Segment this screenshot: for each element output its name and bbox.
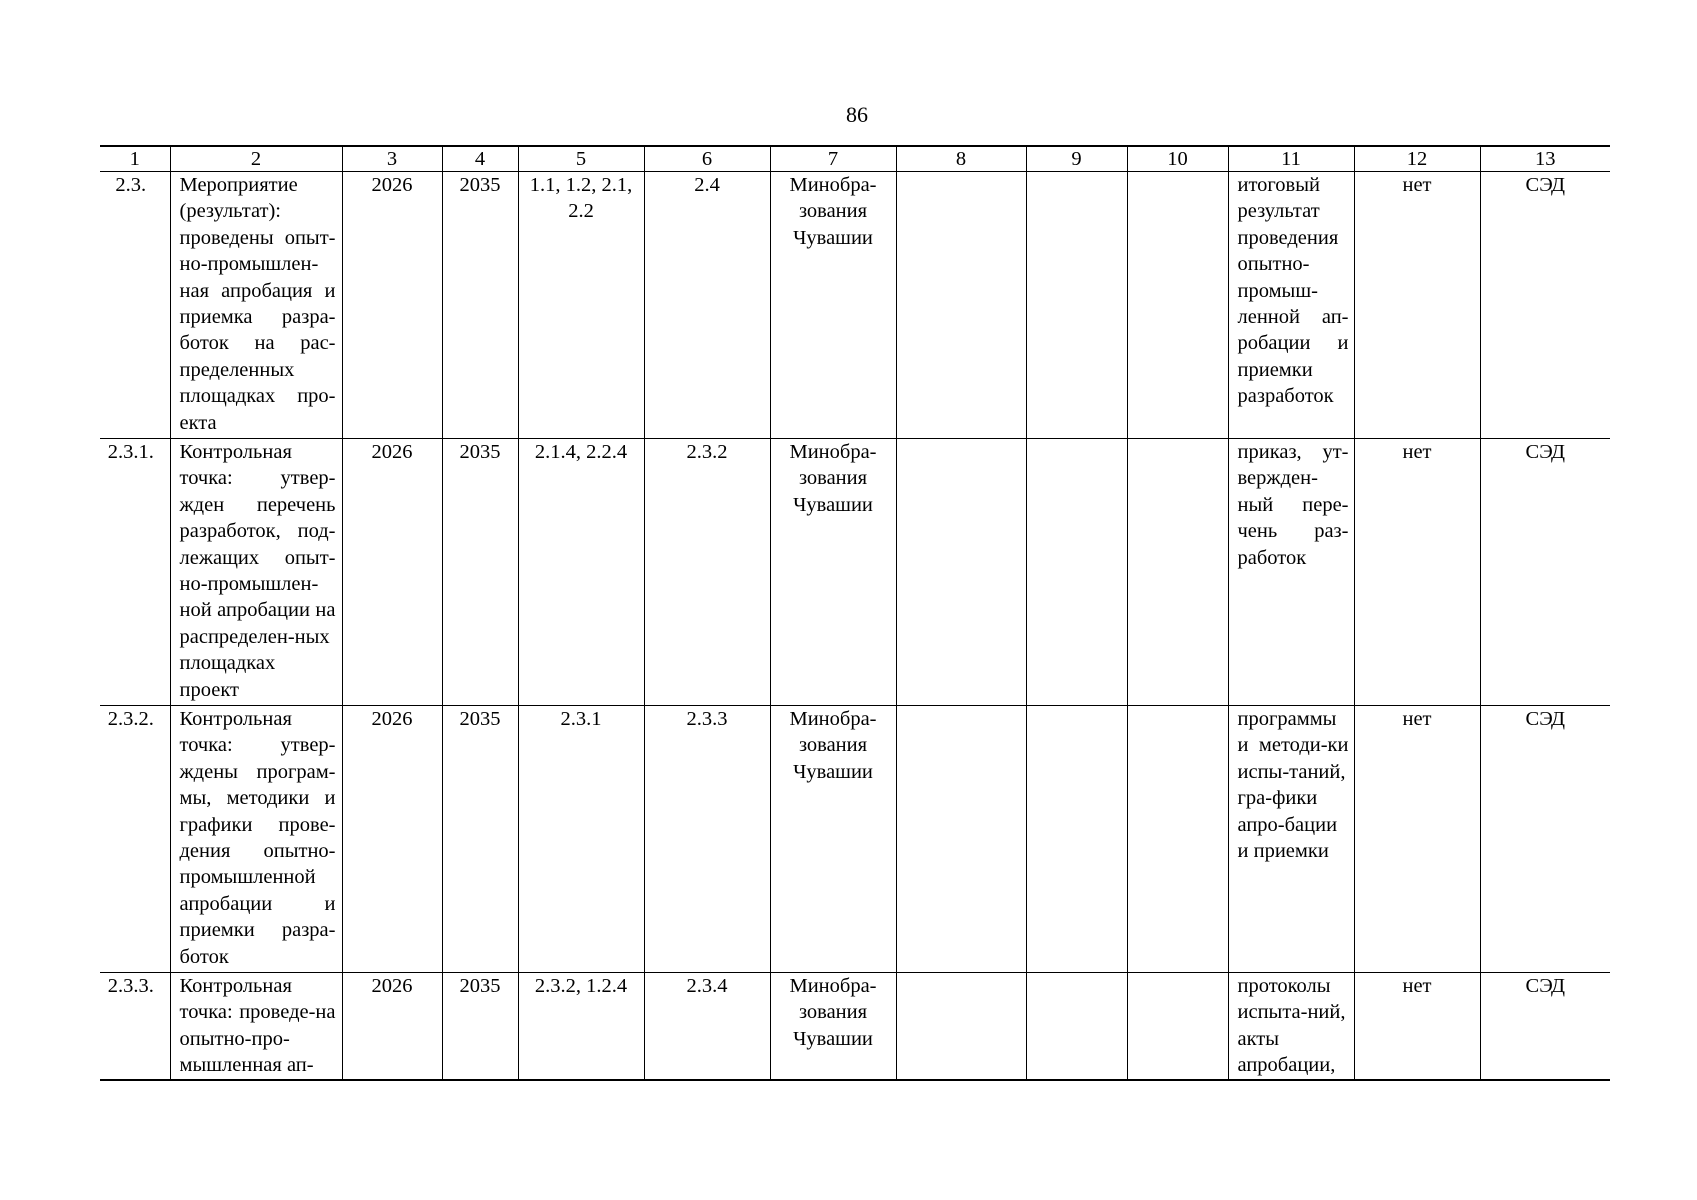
column-header: 9 [1026,146,1127,172]
table-row [100,973,1610,1080]
row-number: 2.3.2. [100,706,170,973]
plan-table [100,145,1610,1081]
cell-col-10 [1127,439,1228,706]
column-header: 8 [896,146,1026,172]
cell-col-12: нет [1354,706,1480,973]
row-description: Контрольная точка: проведе-на опытно-про-мышленная ап- [170,973,342,1080]
cell-col-10 [1127,706,1228,973]
row-number: 2.3.3. [100,973,170,1080]
column-header: 7 [770,146,896,172]
column-header: 2 [170,146,342,172]
row-number: 2.3. [100,172,170,439]
responsible-department: Минобра-зования Чувашии [770,973,896,1080]
column-header: 4 [442,146,518,172]
start-year: 2026 [342,973,442,1080]
row-description: Контрольная точка: утвер-ждены програм-мы, методики и графики прове-дения опытно-промышленной апробации и приемки разра-боток [170,706,342,973]
result-document: приказ, ут-вержден-ный пере-чень раз-работок [1228,439,1354,706]
start-year: 2026 [342,172,442,439]
cell-col-10 [1127,973,1228,1080]
column-header: 6 [644,146,770,172]
successors: 2.4 [644,172,770,439]
cell-col-10 [1127,172,1228,439]
cell-col-12: нет [1354,172,1480,439]
cell-col-9 [1026,172,1127,439]
responsible-department: Минобра-зования Чувашии [770,706,896,973]
column-header: 12 [1354,146,1480,172]
row-description: Контрольная точка: утвер-жден перечень разработок, под-лежащих опыт-но-промышлен-ной апробации на распределен-ных площадках проект [170,439,342,706]
cell-col-8 [896,706,1026,973]
information-system: СЭД [1480,172,1610,439]
cell-col-9 [1026,706,1127,973]
column-header: 5 [518,146,644,172]
cell-col-8 [896,973,1026,1080]
row-description: Мероприятие (результат): проведены опыт-но-промышлен-ная апробация и приемка разра-боток на рас-пределенных площадках про-екта [170,172,342,439]
row-number: 2.3.1. [100,439,170,706]
successors: 2.3.3 [644,706,770,973]
predecessors: 2.3.2, 1.2.4 [518,973,644,1080]
cell-col-8 [896,439,1026,706]
column-number-row [100,146,1610,172]
successors: 2.3.4 [644,973,770,1080]
predecessors: 2.3.1 [518,706,644,973]
predecessors: 1.1, 1.2, 2.1, 2.2 [518,172,644,439]
cell-col-12: нет [1354,439,1480,706]
column-header: 3 [342,146,442,172]
column-header: 10 [1127,146,1228,172]
successors: 2.3.2 [644,439,770,706]
cell-col-9 [1026,973,1127,1080]
responsible-department: Минобра-зования Чувашии [770,439,896,706]
column-header: 13 [1480,146,1610,172]
page-number: 86 [846,102,868,127]
information-system: СЭД [1480,973,1610,1080]
table-row [100,439,1610,706]
start-year: 2026 [342,439,442,706]
column-header: 1 [100,146,170,172]
result-document: итоговый результат проведения опытно-промыш-ленной ап-робации и приемки разработок [1228,172,1354,439]
end-year: 2035 [442,172,518,439]
end-year: 2035 [442,439,518,706]
table-row [100,706,1610,973]
table-row [100,172,1610,439]
start-year: 2026 [342,706,442,973]
responsible-department: Минобра-зования Чувашии [770,172,896,439]
cell-col-8 [896,172,1026,439]
end-year: 2035 [442,706,518,973]
cell-col-9 [1026,439,1127,706]
information-system: СЭД [1480,706,1610,973]
result-document: программы и методи-ки испы-таний, гра-фики апро-бации и приемки [1228,706,1354,973]
cell-col-12: нет [1354,973,1480,1080]
column-header: 11 [1228,146,1354,172]
result-document: протоколы испыта-ний, акты апробации, [1228,973,1354,1080]
information-system: СЭД [1480,439,1610,706]
end-year: 2035 [442,973,518,1080]
predecessors: 2.1.4, 2.2.4 [518,439,644,706]
